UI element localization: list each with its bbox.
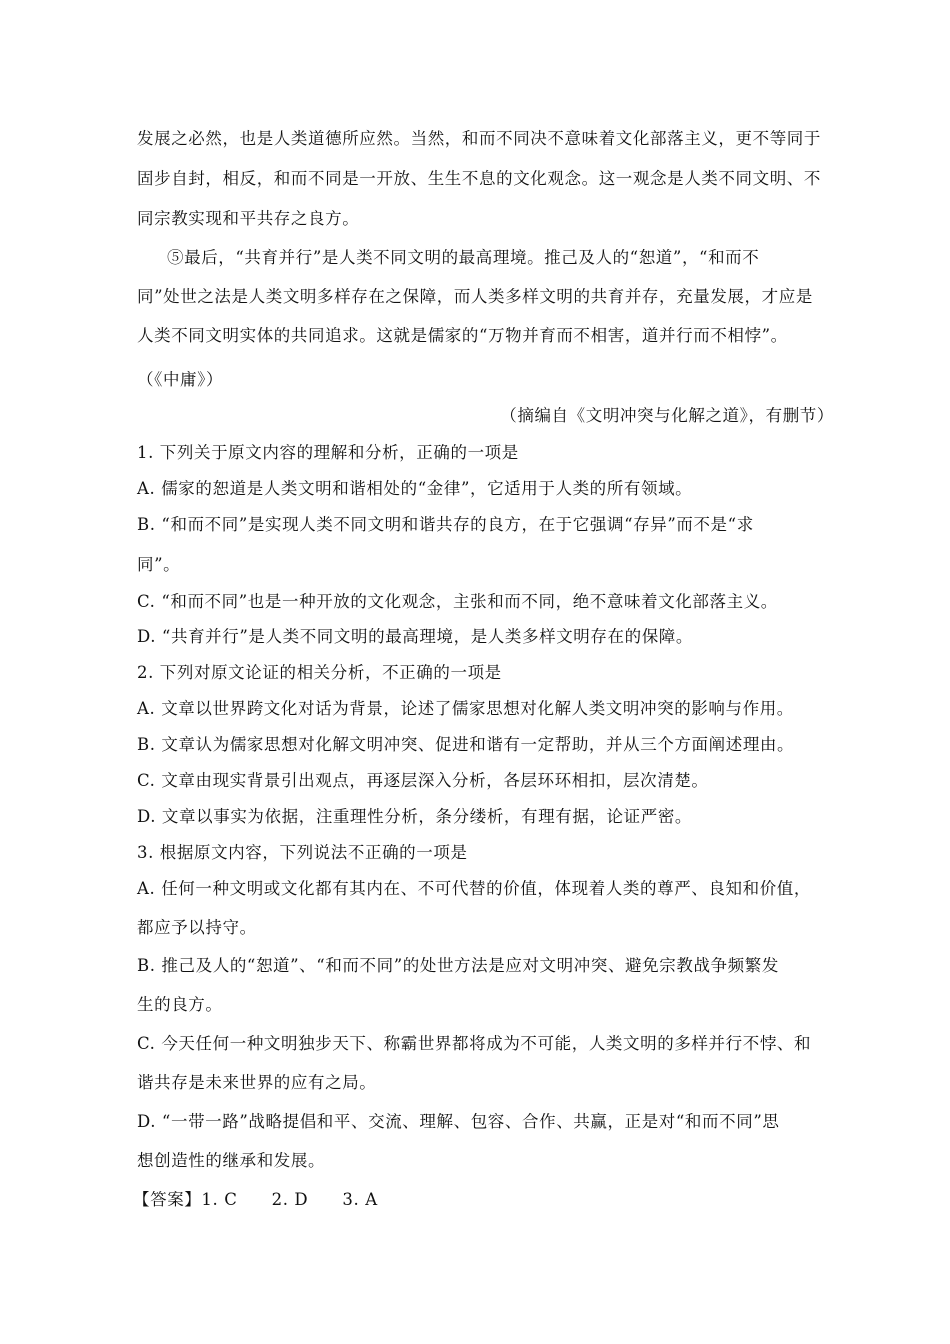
answer-option: B. “和而不同”是实现人类不同文明和谐共存的良方，在于它强调“存异”而不是“求 xyxy=(137,515,754,534)
question-stem: 3. 根据原文内容，下列说法不正确的一项是 xyxy=(137,843,468,862)
answer-option-continued: 都应予以持守。 xyxy=(137,918,257,937)
answer-option: A. 儒家的恕道是人类文明和谐相处的“金律”，它适用于人类的所有领域。 xyxy=(137,479,693,498)
answer-option: D. “共育并行”是人类不同文明的最高理境，是人类多样文明存在的保障。 xyxy=(137,627,694,646)
answer-option: C. 文章由现实背景引出观点，再逐层深入分析，各层环环相扣，层次清楚。 xyxy=(137,771,709,790)
answer-option: D. 文章以事实为依据，注重理性分析，条分缕析，有理有据，论证严密。 xyxy=(137,807,693,826)
passage-line: 同”处世之法是人类文明多样存在之保障，而人类多样文明的共育并存，充量发展，才应是 xyxy=(137,287,813,306)
answer-option-continued: 同”。 xyxy=(137,555,181,574)
answer-option: B. 推己及人的“恕道”、“和而不同”的处世方法是应对文明冲突、避免宗教战争频繁发 xyxy=(137,956,779,975)
answer-option-continued: 谐共存是未来世界的应有之局。 xyxy=(137,1073,377,1092)
answer-option: D. “一带一路”战略提倡和平、交流、理解、包容、合作、共赢，正是对“和而不同”思 xyxy=(137,1112,780,1131)
passage-line: 人类不同文明实体的共同追求。这就是儒家的“万物并育而不相害，道并行而不相悖”。 xyxy=(137,326,788,345)
answer-option: C. “和而不同”也是一种开放的文化观念，主张和而不同，绝不意味着文化部落主义。 xyxy=(137,592,778,611)
answer-option-continued: 生的良方。 xyxy=(137,995,223,1014)
passage-line: 固步自封，相反，和而不同是一开放、生生不息的文化观念。这一观念是人类不同文明、不 xyxy=(137,169,821,188)
question-stem: 2. 下列对原文论证的相关分析，不正确的一项是 xyxy=(137,663,502,682)
answer-key xyxy=(133,1188,809,1212)
answer-option: A. 任何一种文明或文化都有其内在、不可代替的价值，体现着人类的尊严、良知和价值， xyxy=(137,879,812,898)
passage-line: 同宗教实现和平共存之良方。 xyxy=(137,209,360,228)
answer-option-continued: 想创造性的继承和发展。 xyxy=(137,1151,326,1170)
answer-option: A. 文章以世界跨文化对话为背景，论述了儒家思想对化解人类文明冲突的影响与作用。 xyxy=(137,699,794,718)
source-citation: （摘编自《文明冲突与化解之道》，有删节） xyxy=(500,406,834,425)
answer-option: C. 今天任何一种文明独步天下、称霸世界都将成为不可能，人类文明的多样并行不悖、和 xyxy=(137,1034,812,1053)
passage-line: ⑤最后，“共育并行”是人类不同文明的最高理境。推己及人的“恕道”，“和而不 xyxy=(167,248,760,267)
passage-line: （《中庸》） xyxy=(137,370,224,389)
question-stem: 1. 下列关于原文内容的理解和分析，正确的一项是 xyxy=(137,443,519,462)
answer-key-label: 【答案】 xyxy=(133,1190,202,1209)
answer-key-values: 1. C 2. D 3. A xyxy=(201,1190,378,1209)
answer-option: B. 文章认为儒家思想对化解文明冲突、促进和谐有一定帮助，并从三个方面阐述理由。 xyxy=(137,735,795,754)
passage-line: 发展之必然，也是人类道德所应然。当然，和而不同决不意味着文化部落主义，更不等同于 xyxy=(137,129,821,148)
